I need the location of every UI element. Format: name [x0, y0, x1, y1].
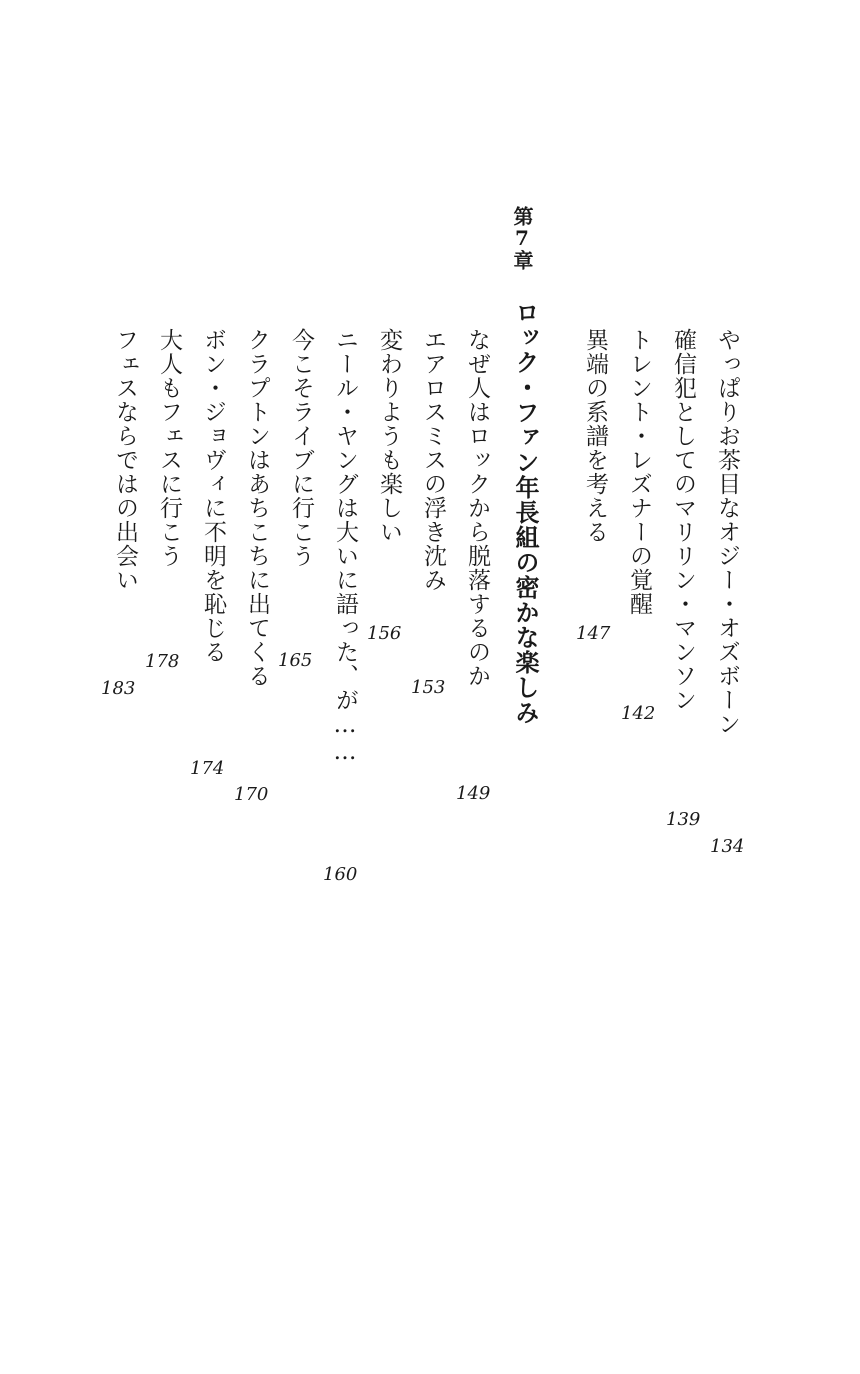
toc-entry: [237, 328, 277, 692]
chapter-number: 第7章: [510, 206, 534, 270]
entry-title: 異端の系譜を考える: [582, 328, 608, 544]
toc-entry: [457, 328, 497, 692]
entry-page-number: 139: [666, 809, 701, 830]
chapter-heading: [505, 300, 545, 729]
toc-entry: [149, 328, 189, 572]
entry-page-number: 174: [190, 758, 225, 779]
toc-entry: [105, 328, 145, 596]
entry-page-number: 170: [234, 784, 269, 805]
entry-title: 今こそライブに行こう: [288, 328, 314, 568]
entry-page-number: 142: [621, 703, 656, 724]
entry-title: 大人もフェスに行こう: [156, 328, 182, 568]
entry-page-number: 183: [101, 678, 136, 699]
entry-page-number: 165: [278, 650, 313, 671]
entry-page-number: 178: [145, 651, 180, 672]
entry-page-number: 147: [576, 623, 611, 644]
entry-title: 変わりようも楽しい: [376, 328, 402, 544]
entry-title: トレント・レズナーの覚醒: [626, 328, 652, 616]
toc-entry: [193, 328, 233, 668]
entry-title: クラプトンはあちこちに出てくる: [244, 328, 270, 688]
entry-title: 確信犯としてのマリリン・マンソン: [670, 328, 696, 712]
entry-page-number: 160: [323, 864, 358, 885]
entry-title: ニール・ヤングは大いに語った、が……: [332, 328, 358, 766]
toc-entry: [413, 328, 453, 596]
entry-title: ボン・ジョヴィに不明を恥じる: [200, 328, 226, 664]
toc-entry: [619, 328, 659, 620]
entry-page-number: 134: [710, 836, 745, 857]
entry-page-number: 156: [367, 623, 402, 644]
toc-entry: [281, 328, 321, 572]
toc-entry: [663, 328, 703, 716]
toc-entry: [575, 328, 615, 548]
chapter-title: ロック・ファン年長組の密かな楽しみ: [511, 300, 540, 725]
entry-title: エアロスミスの浮き沈み: [420, 328, 446, 592]
toc-entry: [369, 328, 409, 548]
toc-entry: [707, 328, 747, 740]
entry-page-number: 149: [456, 783, 491, 804]
entry-title: なぜ人はロックから脱落するのか: [464, 328, 490, 688]
entry-page-number: 153: [411, 677, 446, 698]
entry-title: やっぱりお茶目なオジー・オズボーン: [714, 328, 740, 736]
entry-title: フェスならではの出会い: [112, 328, 138, 592]
toc-entry: [325, 328, 365, 770]
